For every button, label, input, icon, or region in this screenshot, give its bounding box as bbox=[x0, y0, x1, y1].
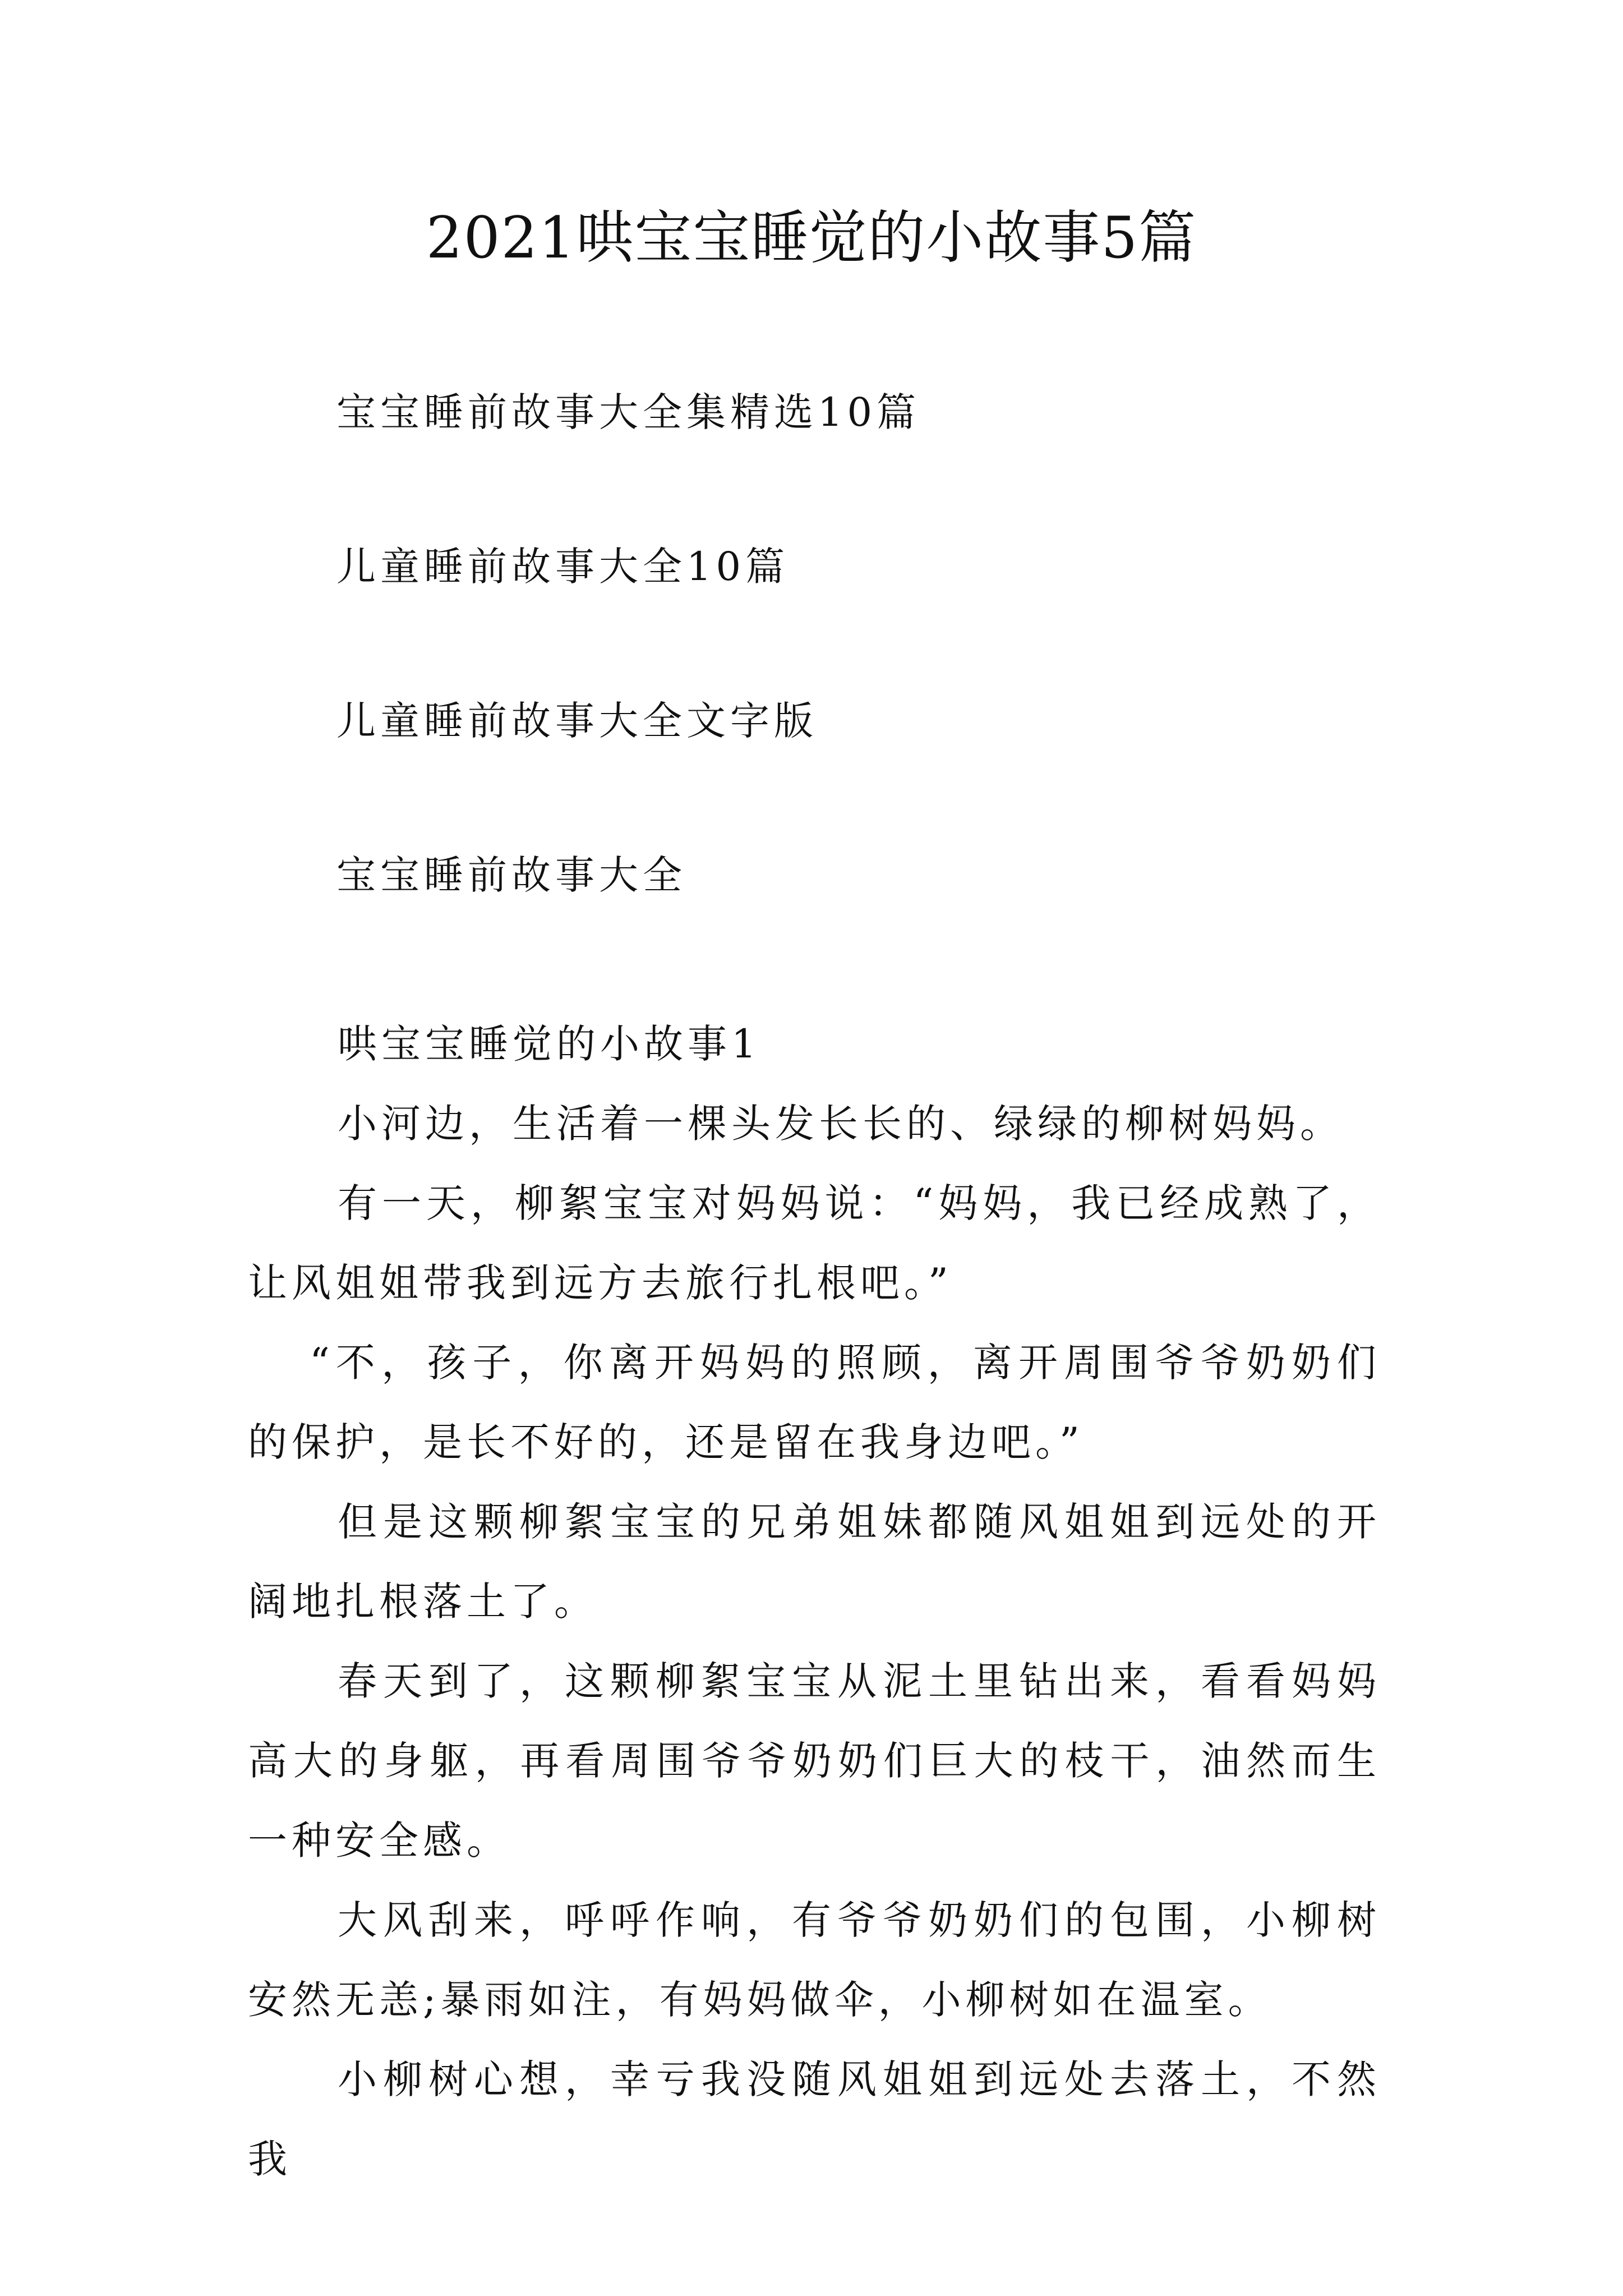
paragraph: 大风刮来，呼呼作响，有爷爷奶奶们的包围，小柳树安然无恙;暴雨如注，有妈妈做伞，小柳树如在温室。 bbox=[248, 1897, 1381, 2023]
paragraph: 小柳树心想，幸亏我没随风姐姐到远处去落土，不然我 bbox=[248, 2056, 1381, 2182]
paragraph: 有一天，柳絮宝宝对妈妈说：“妈妈，我已经成熟了，让风姐姐带我到远方去旅行扎根吧。” bbox=[248, 1180, 1381, 1306]
toc-item: 宝宝睡前故事大全集精选10篇 bbox=[336, 389, 921, 435]
toc-item: 儿童睡前故事大全文字版 bbox=[336, 698, 818, 744]
paragraph: “不，孩子，你离开妈妈的照顾，离开周围爷爷奶奶们的保护，是长不好的，还是留在我身边吧。” bbox=[248, 1340, 1381, 1465]
paragraph: 小河边，生活着一棵头发长长的、绿绿的柳树妈妈。 bbox=[338, 1101, 1344, 1147]
document-title: 2021哄宝宝睡觉的小故事5篇 bbox=[426, 205, 1197, 272]
toc-item: 儿童睡前故事大全10篇 bbox=[336, 544, 790, 590]
paragraph: 春天到了，这颗柳絮宝宝从泥土里钻出来，看看妈妈高大的身躯，再看周围爷爷奶奶们巨大的枝干，油然而生一种安全感。 bbox=[248, 1658, 1381, 1864]
paragraph: 但是这颗柳絮宝宝的兄弟姐妹都随风姐姐到远处的开阔地扎根落土了。 bbox=[248, 1499, 1381, 1625]
story-heading: 哄宝宝睡觉的小故事1 bbox=[338, 1021, 761, 1067]
story-body bbox=[248, 1004, 1381, 2199]
toc-item: 宝宝睡前故事大全 bbox=[336, 852, 686, 898]
